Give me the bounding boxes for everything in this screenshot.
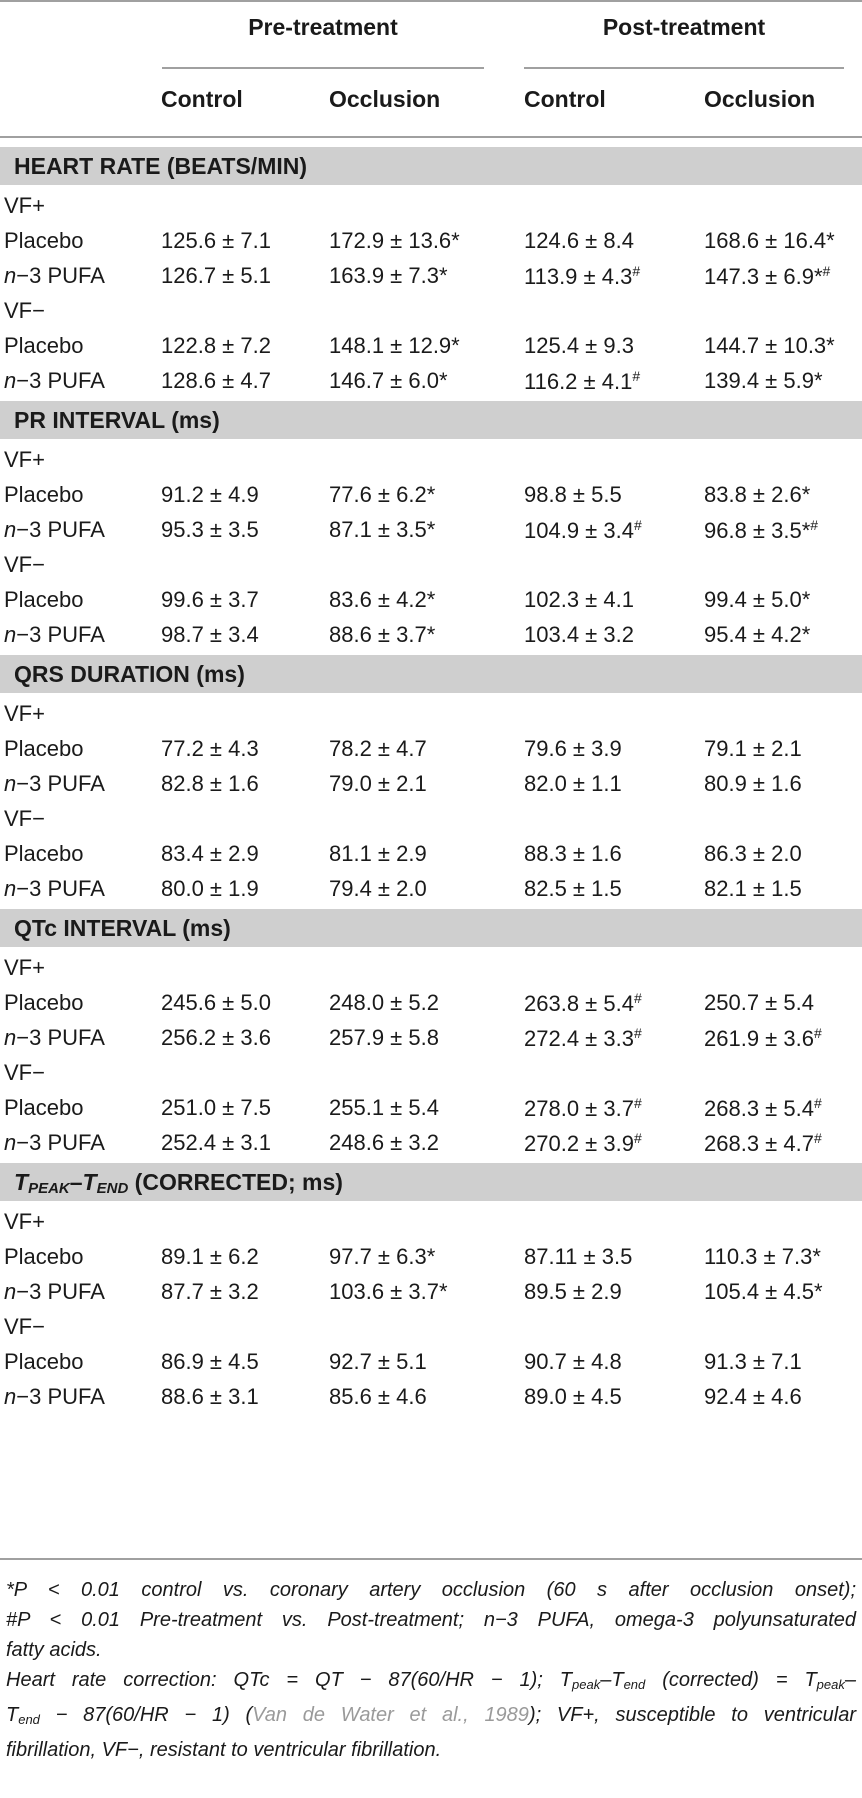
footnote-line-6: fibrillation, VF−, resistant to ventricular fibrillation.	[6, 1739, 442, 1761]
table-cell: 92.7 ± 5.1	[329, 1349, 427, 1374]
table-cell: 87.1 ± 3.5*	[329, 517, 436, 542]
table-cell: 248.6 ± 3.2	[329, 1130, 439, 1155]
table-cell: 77.2 ± 4.3	[161, 736, 259, 761]
table-cell: 250.7 ± 5.4	[704, 990, 814, 1015]
table-row	[0, 362, 862, 402]
table-cell: 91.2 ± 4.9	[161, 482, 259, 507]
table-cell: 82.0 ± 1.1	[524, 771, 622, 796]
table-row	[0, 1378, 862, 1418]
table-cell: 128.6 ± 4.7	[161, 368, 271, 393]
table-cell: 82.5 ± 1.5	[524, 876, 622, 901]
table-cell: 113.9 ± 4.3#	[524, 263, 641, 289]
section-title: $T_{PEAK}-T_{END}$ (CORRECTED; ms)	[14, 1169, 343, 1197]
group-row	[0, 800, 862, 840]
row-label: Placebo	[4, 228, 84, 253]
table-cell: 88.3 ± 1.6	[524, 841, 622, 866]
table-cell: 85.6 ± 4.6	[329, 1384, 427, 1409]
group-label: VF−	[4, 1314, 45, 1339]
table-cell: 268.3 ± 4.7#	[704, 1130, 822, 1156]
row-label: n−3 PUFA	[4, 263, 105, 288]
table-row	[0, 1343, 862, 1383]
table-cell: 86.3 ± 2.0	[704, 841, 802, 866]
group-row	[0, 1308, 862, 1348]
table-cell: 144.7 ± 10.3*	[704, 333, 835, 358]
table-row	[0, 511, 862, 551]
table-cell: 257.9 ± 5.8	[329, 1025, 439, 1050]
table-cell: 245.6 ± 5.0	[161, 990, 271, 1015]
row-label: n−3 PUFA	[4, 368, 105, 393]
table-cell: 95.4 ± 4.2*	[704, 622, 811, 647]
table-row	[0, 616, 862, 656]
table-row	[0, 835, 862, 875]
row-label: n−3 PUFA	[4, 517, 105, 542]
table-cell: 91.3 ± 7.1	[704, 1349, 802, 1374]
table-row	[0, 1273, 862, 1313]
table-cell: 125.6 ± 7.1	[161, 228, 271, 253]
group-row	[0, 441, 862, 481]
table-cell: 99.6 ± 3.7	[161, 587, 259, 612]
row-label: Placebo	[4, 1095, 84, 1120]
row-label: n−3 PUFA	[4, 771, 105, 796]
group-label: VF+	[4, 701, 45, 726]
table-cell: 126.7 ± 5.1	[161, 263, 271, 288]
table-cell: 124.6 ± 8.4	[524, 228, 634, 253]
table-cell: 82.8 ± 1.6	[161, 771, 259, 796]
row-label: n−3 PUFA	[4, 622, 105, 647]
table-cell: 96.8 ± 3.5*#	[704, 517, 819, 543]
table-cell: 163.9 ± 7.3*	[329, 263, 448, 288]
table-row	[0, 1124, 862, 1164]
footnote-line-1: *P < 0.01 control vs. coronary artery occlusion (60 s after occlusion onset);	[6, 1579, 856, 1601]
group-label: VF+	[4, 955, 45, 980]
table-cell: 83.6 ± 4.2*	[329, 587, 436, 612]
table-cell: 89.0 ± 4.5	[524, 1384, 622, 1409]
table-cell: 80.0 ± 1.9	[161, 876, 259, 901]
table-row	[0, 1089, 862, 1129]
group-label: VF+	[4, 1209, 45, 1234]
table-cell: 79.1 ± 2.1	[704, 736, 802, 761]
group-label: VF−	[4, 298, 45, 323]
table-cell: 105.4 ± 4.5*	[704, 1279, 823, 1304]
table-row	[0, 1238, 862, 1278]
table-cell: 79.4 ± 2.0	[329, 876, 427, 901]
table-cell: 261.9 ± 3.6#	[704, 1025, 822, 1051]
table-cell: 148.1 ± 12.9*	[329, 333, 460, 358]
row-label: n−3 PUFA	[4, 1025, 105, 1050]
section-title: QRS DURATION (ms)	[14, 661, 245, 687]
table-cell: 87.11 ± 3.5	[524, 1244, 633, 1269]
row-label: Placebo	[4, 482, 84, 507]
footnote-line-5: $T_{end} - 87(60/HR - 1)$ (Van de Water et al., 1989); VF+, susceptible to ventricular	[6, 1704, 857, 1727]
top-rule	[0, 0, 862, 2]
section-header	[0, 401, 862, 439]
reference-link[interactable]: Van de Water et al., 1989	[252, 1704, 529, 1726]
section-header	[0, 655, 862, 693]
table-cell: 90.7 ± 4.8	[524, 1349, 622, 1374]
table-cell: 87.7 ± 3.2	[161, 1279, 259, 1304]
table-cell: 248.0 ± 5.2	[329, 990, 439, 1015]
row-label: n−3 PUFA	[4, 1384, 105, 1409]
row-label: n−3 PUFA	[4, 1130, 105, 1155]
group-label: VF−	[4, 806, 45, 831]
table-cell: 89.5 ± 2.9	[524, 1279, 622, 1304]
group-label: VF−	[4, 552, 45, 577]
row-label: Placebo	[4, 736, 84, 761]
table-row	[0, 581, 862, 621]
table-cell: 78.2 ± 4.7	[329, 736, 427, 761]
table-cell: 268.3 ± 5.4#	[704, 1095, 822, 1121]
table-cell: 95.3 ± 3.5	[161, 517, 259, 542]
table-cell: 122.8 ± 7.2	[161, 333, 271, 358]
table-row	[0, 984, 862, 1024]
table-cell: 98.7 ± 3.4	[161, 622, 259, 647]
table-cell: 79.6 ± 3.9	[524, 736, 622, 761]
table-cell: 103.4 ± 3.2	[524, 622, 634, 647]
table-row	[0, 870, 862, 910]
table-row	[0, 765, 862, 805]
group-row	[0, 695, 862, 735]
table-row	[0, 1019, 862, 1059]
footnote-line-3: fatty acids.	[6, 1639, 102, 1661]
group-row	[0, 949, 862, 989]
group-row	[0, 187, 862, 227]
group-label: VF+	[4, 447, 45, 472]
table-cell: 104.9 ± 3.4#	[524, 517, 642, 543]
section-header	[0, 1163, 862, 1201]
table-cell: 256.2 ± 3.6	[161, 1025, 271, 1050]
table-cell: 139.4 ± 5.9*	[704, 368, 823, 393]
group-label: VF−	[4, 1060, 45, 1085]
footnote-line-4: Heart rate correction: QTc = QT − 87(60/HR − 1); $T_{peak}-T_{end}$ (corrected) = $T_{peak}-$	[6, 1669, 856, 1692]
table-cell: 77.6 ± 6.2*	[329, 482, 436, 507]
header-col-occlusion-post: Occlusion	[704, 86, 816, 112]
table-cell: 88.6 ± 3.1	[161, 1384, 259, 1409]
header-col-control-pre: Control	[161, 86, 243, 112]
table-cell: 99.4 ± 5.0*	[704, 587, 811, 612]
table-cell: 278.0 ± 3.7#	[524, 1095, 642, 1121]
table-cell: 125.4 ± 9.3	[524, 333, 634, 358]
table-row	[0, 476, 862, 516]
table-cell: 97.7 ± 6.3*	[329, 1244, 436, 1269]
table-cell: 88.6 ± 3.7*	[329, 622, 436, 647]
header-col-control-post: Control	[524, 86, 606, 112]
row-label: Placebo	[4, 587, 84, 612]
section-header	[0, 147, 862, 185]
section-title: QTc INTERVAL (ms)	[14, 915, 231, 941]
table-cell: 83.4 ± 2.9	[161, 841, 259, 866]
table-cell: 82.1 ± 1.5	[704, 876, 802, 901]
header-bottom-rule	[0, 136, 862, 138]
table-cell: 272.4 ± 3.3#	[524, 1025, 642, 1051]
group-row	[0, 292, 862, 332]
row-label: n−3 PUFA	[4, 1279, 105, 1304]
table-cell: 102.3 ± 4.1	[524, 587, 634, 612]
row-label: Placebo	[4, 1349, 84, 1374]
table-cell: 116.2 ± 4.1#	[524, 368, 641, 394]
table-cell: 98.8 ± 5.5	[524, 482, 622, 507]
row-label: Placebo	[4, 990, 84, 1015]
table-cell: 92.4 ± 4.6	[704, 1384, 802, 1409]
group-label: VF+	[4, 193, 45, 218]
table-cell: 103.6 ± 3.7*	[329, 1279, 448, 1304]
table-cell: 252.4 ± 3.1	[161, 1130, 271, 1155]
table-cell: 147.3 ± 6.9*#	[704, 263, 831, 289]
footnote-line-2: #P < 0.01 Pre-treatment vs. Post-treatment; n−3 PUFA, omega-3 polyunsaturated	[6, 1609, 856, 1631]
table-cell: 168.6 ± 16.4*	[704, 228, 835, 253]
post-treatment-rule	[524, 67, 844, 69]
row-label: n−3 PUFA	[4, 876, 105, 901]
table-cell: 172.9 ± 13.6*	[329, 228, 460, 253]
group-row	[0, 1203, 862, 1243]
table-cell: 270.2 ± 3.9#	[524, 1130, 642, 1156]
table-row	[0, 222, 862, 262]
section-header	[0, 909, 862, 947]
section-title: HEART RATE (BEATS/MIN)	[14, 153, 308, 179]
table-cell: 251.0 ± 7.5	[161, 1095, 271, 1120]
table-row	[0, 730, 862, 770]
table-row	[0, 327, 862, 367]
bottom-rule	[0, 1558, 862, 1560]
section-title: PR INTERVAL (ms)	[14, 407, 220, 433]
pre-treatment-rule	[162, 67, 484, 69]
group-row	[0, 546, 862, 586]
group-row	[0, 1054, 862, 1094]
table-cell: 79.0 ± 2.1	[329, 771, 427, 796]
table-cell: 81.1 ± 2.9	[329, 841, 427, 866]
footnote-block	[6, 1575, 856, 1765]
table-cell: 83.8 ± 2.6*	[704, 482, 811, 507]
table-cell: 80.9 ± 1.6	[704, 771, 802, 796]
header-col-occlusion-pre: Occlusion	[329, 86, 441, 112]
table-cell: 86.9 ± 4.5	[161, 1349, 259, 1374]
header-pre-treatment: Pre-treatment	[248, 14, 398, 40]
table-cell: 89.1 ± 6.2	[161, 1244, 259, 1269]
header-post-treatment: Post-treatment	[602, 14, 766, 40]
table-cell: 110.3 ± 7.3*	[704, 1244, 821, 1269]
table-row	[0, 257, 862, 297]
row-label: Placebo	[4, 841, 84, 866]
row-label: Placebo	[4, 333, 84, 358]
table-cell: 263.8 ± 5.4#	[524, 990, 642, 1016]
table-cell: 146.7 ± 6.0*	[329, 368, 448, 393]
table-cell: 255.1 ± 5.4	[329, 1095, 439, 1120]
row-label: Placebo	[4, 1244, 84, 1269]
